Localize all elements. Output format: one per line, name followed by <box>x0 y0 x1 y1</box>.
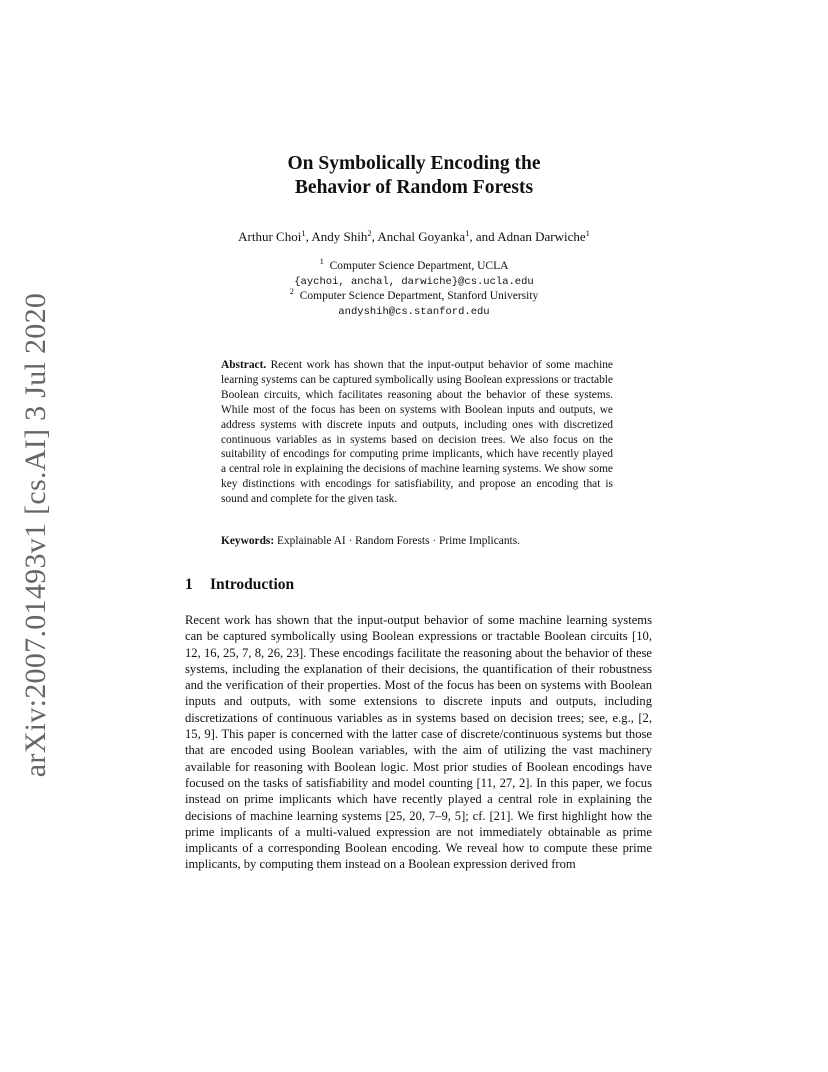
affiliation-mark: 1 <box>319 256 324 266</box>
paper-title-line-2: Behavior of Random Forests <box>294 177 534 198</box>
author-affiliation-mark: 1 <box>465 228 470 238</box>
author-separator: , <box>371 229 378 244</box>
paper-title-line-1: On Symbolically Encoding the <box>287 153 541 174</box>
author-affiliation-mark: 2 <box>367 228 372 238</box>
keywords-label: Keywords: <box>221 535 275 547</box>
author-name: Arthur Choi <box>238 229 302 244</box>
introduction-paragraph: Recent work has shown that the input-output behavior of some machine learning systems can be captured symbolically using Boolean expressions or tractable Boolean circuits [10, 12, 16, 25, 7, 8, 26, 23]. These encodings facilitate the reasoning about the behavior of these systems, including the explanation of their decisions, the quantification of their robustness and the verification of their properties. Most of the focus has been on systems with Boolean inputs and outputs, with some extensions to discrete inputs and outputs, including discretizations of continuous variables as in systems based on decision trees; see, e.g., [2, 15, 9]. This paper is concerned with the latter case of discrete/continuous systems but those that are encoded using Boolean variables, with the aim of utilizing the vast machinery available for reasoning with Boolean logic. Most prior studies of Boolean encodings have focused on the tasks of satisfiability and model counting [11, 27, 2]. In this paper, we focus instead on prime implicants which have recently played a central role in explaining the decisions of machine learning systems [25, 20, 7–9, 5]; cf. [21]. We first highlight how the prime implicants of a multi-valued expression are not immediately obtainable as prime implicants of a corresponding Boolean encoding. We reveal how to compute these prime implicants, by computing them instead on a Boolean expression derived from <box>185 613 652 872</box>
author-name: Andy Shih <box>311 229 368 244</box>
affiliation-2-email: andyshih@cs.stanford.edu <box>338 306 490 318</box>
affiliation-name: Computer Science Department, UCLA <box>329 260 509 272</box>
affiliation-mark: 2 <box>289 286 294 296</box>
section-heading-introduction <box>185 576 294 594</box>
author-affiliation-mark: 1 <box>301 228 306 238</box>
paper-title <box>0 152 828 200</box>
arxiv-identifier-text: arXiv:2007.01493v1 [cs.AI] 3 Jul 2020 <box>19 292 53 778</box>
arxiv-identifier-stamp <box>14 292 58 778</box>
author-name: Anchal Goyanka <box>377 229 466 244</box>
keywords <box>221 534 613 549</box>
affiliation-1 <box>0 256 828 273</box>
author-separator-and: , and <box>469 229 498 244</box>
abstract-text: Recent work has shown that the input-output behavior of some machine learning systems can be captured symbolically using Boolean expressions or tractable Boolean circuits, which facilitates reasoning about the behavior of these systems. While most of the focus has been on systems with Boolean inputs and outputs, we address systems with discrete inputs and outputs, including ones with discretized continuous variables as in systems based on decision trees. We also focus on the suitability of encodings for computing prime implicants, which have recently played a central role in explaining the decisions of machine learning systems. We show some key distinctions with encodings for satisfiability, and propose an encoding that is sound and complete for the given task. <box>221 359 613 506</box>
abstract <box>221 358 613 507</box>
affiliation-1-email: {aychoi, anchal, darwiche}@cs.ucla.edu <box>294 276 534 288</box>
keywords-text: Explainable AI · Random Forests · Prime Implicants. <box>277 535 520 547</box>
author-separator: , <box>305 229 312 244</box>
section-title: Introduction <box>210 576 295 593</box>
affiliation-name: Computer Science Department, Stanford University <box>299 290 539 302</box>
author-list <box>0 229 828 245</box>
section-number: 1 <box>185 576 193 593</box>
author-name: Adnan Darwiche <box>497 229 586 244</box>
abstract-label: Abstract. <box>221 359 267 371</box>
affiliation-2 <box>0 286 828 303</box>
author-affiliation-mark: 1 <box>585 228 590 238</box>
